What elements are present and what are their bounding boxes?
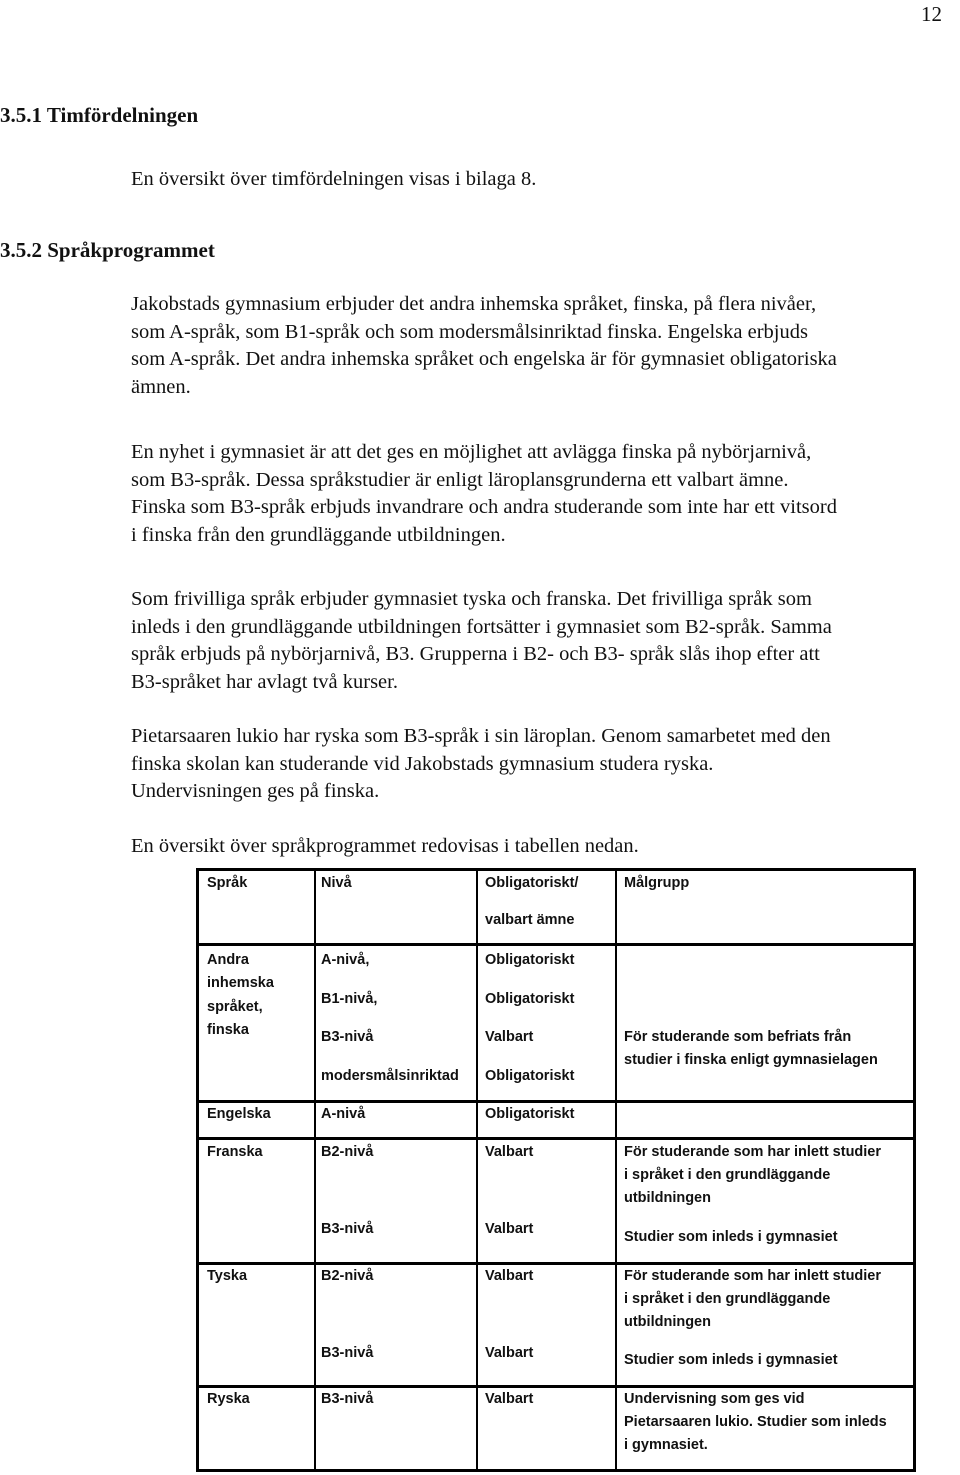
column-divider [615, 871, 617, 1469]
level-text: B2-nivå [321, 1144, 374, 1160]
status-text: Obligatoriskt [485, 991, 575, 1007]
status-text: Obligatoriskt [485, 952, 575, 968]
target-line: i språket i den grundläggande [624, 1167, 831, 1183]
status-text: Valbart [485, 1144, 534, 1160]
section-heading-sprakprogram: 3.5.2 Språkprogrammet [0, 238, 215, 262]
target-line: i språket i den grundläggande [624, 1291, 831, 1307]
row-divider [199, 1137, 913, 1140]
row-divider [199, 1385, 913, 1388]
paragraph-line: Jakobstads gymnasium erbjuder det andra inhemska språket, finska, på flera nivåer, [131, 293, 817, 315]
level-text: B3-nivå [321, 1345, 374, 1361]
language-line: språket, [207, 999, 263, 1015]
target-line: För studerande som har inlett studier [624, 1144, 882, 1160]
header-status-line1: Obligatoriskt/ [485, 875, 579, 891]
row-divider [199, 943, 913, 946]
paragraph-line: ämnen. [131, 375, 191, 398]
target-line: Studier som inleds i gymnasiet [624, 1352, 838, 1368]
paragraph-line: B3-språket har avlagt två kurser. [131, 670, 398, 693]
target-line: För studerande som befriats från [624, 1029, 852, 1045]
paragraph [131, 166, 957, 194]
paragraph [131, 291, 957, 401]
page-number: 12 [921, 2, 942, 26]
language-line: Tyska [207, 1268, 248, 1284]
paragraph-line: En översikt över språkprogrammet redovisas i tabellen nedan. [131, 835, 639, 857]
header-status-line2: valbart ämne [485, 912, 575, 928]
paragraph-line: Finska som B3-språk erbjuds invandrare och andra studerande som inte har ett vitsord [131, 496, 837, 518]
target-line: studier i finska enligt gymnasielagen [624, 1052, 878, 1068]
paragraph-line: finska skolan kan studerande vid Jakobstads gymnasium studera ryska. [131, 752, 714, 775]
status-text: Valbart [485, 1345, 534, 1361]
level-text: B1-nivå, [321, 991, 378, 1007]
paragraph-line: Pietarsaaren lukio har ryska som B3-språk i sin läroplan. Genom samarbetet med den [131, 725, 831, 747]
paragraph-line: Undervisningen ges på finska. [131, 780, 380, 802]
paragraph [131, 586, 957, 696]
target-line: utbildningen [624, 1314, 711, 1330]
section-heading-timfordelning: 3.5.1 Timfördelningen [0, 103, 199, 127]
level-text: B3-nivå [321, 1391, 374, 1407]
level-text: A-nivå [321, 1106, 366, 1122]
paragraph-line: som A-språk, som B1-språk och som modersmålsinriktad finska. Engelska erbjuds [131, 320, 808, 343]
language-line: Ryska [207, 1391, 250, 1407]
paragraph-line: En översikt över timfördelningen visas i bilaga 8. [131, 168, 537, 190]
target-line: Studier som inleds i gymnasiet [624, 1229, 838, 1245]
language-line: Engelska [207, 1106, 271, 1122]
language-line: Franska [207, 1144, 263, 1160]
status-text: Valbart [485, 1268, 534, 1284]
language-program-table [196, 868, 916, 1472]
language-line: inhemska [207, 975, 274, 991]
paragraph-line: i finska från den grundläggande utbildningen. [131, 523, 506, 546]
level-text: B2-nivå [321, 1268, 374, 1284]
paragraph-line: som A-språk. Det andra inhemska språket och engelska är för gymnasiet obligatoriska [131, 348, 837, 370]
status-text: Valbart [485, 1391, 534, 1407]
target-line: utbildningen [624, 1190, 711, 1206]
status-text: Obligatoriskt [485, 1106, 575, 1122]
target-line: För studerande som har inlett studier [624, 1268, 882, 1284]
language-line: finska [207, 1022, 249, 1038]
paragraph-line: språk erbjuds på nybörjarnivå, B3. Grupperna i B2- och B3- språk slås ihop efter att [131, 643, 820, 665]
header-level-text: Nivå [321, 875, 352, 891]
row-divider [199, 1262, 913, 1265]
paragraph-line: inleds i den grundläggande utbildningen fortsätter i gymnasiet som B2-språk. Samma [131, 615, 832, 638]
target-line: Undervisning som ges vid [624, 1391, 805, 1407]
header-target-text: Målgrupp [624, 875, 690, 891]
language-line: Andra [207, 952, 249, 968]
target-line: Pietarsaaren lukio. Studier som inleds [624, 1414, 887, 1430]
level-text: A-nivå, [321, 952, 370, 968]
paragraph [131, 833, 957, 861]
level-text: B3-nivå [321, 1221, 374, 1237]
column-divider [476, 871, 478, 1469]
target-line: i gymnasiet. [624, 1437, 708, 1453]
paragraph [131, 723, 957, 806]
paragraph-line: som B3-språk. Dessa språkstudier är enligt läroplansgrunderna ett valbart ämne. [131, 468, 789, 491]
status-text: Valbart [485, 1221, 534, 1237]
paragraph [131, 439, 957, 549]
level-text: modersmålsinriktad [321, 1068, 459, 1084]
row-divider [199, 1100, 913, 1103]
level-text: B3-nivå [321, 1029, 374, 1045]
column-divider [314, 871, 316, 1469]
paragraph-line: En nyhet i gymnasiet är att det ges en möjlighet att avlägga finska på nybörjarnivå, [131, 441, 812, 463]
status-text: Obligatoriskt [485, 1068, 575, 1084]
status-text: Valbart [485, 1029, 534, 1045]
paragraph-line: Som frivilliga språk erbjuder gymnasiet tyska och franska. Det frivilliga språk som [131, 588, 812, 610]
header-language-text: Språk [207, 875, 248, 891]
